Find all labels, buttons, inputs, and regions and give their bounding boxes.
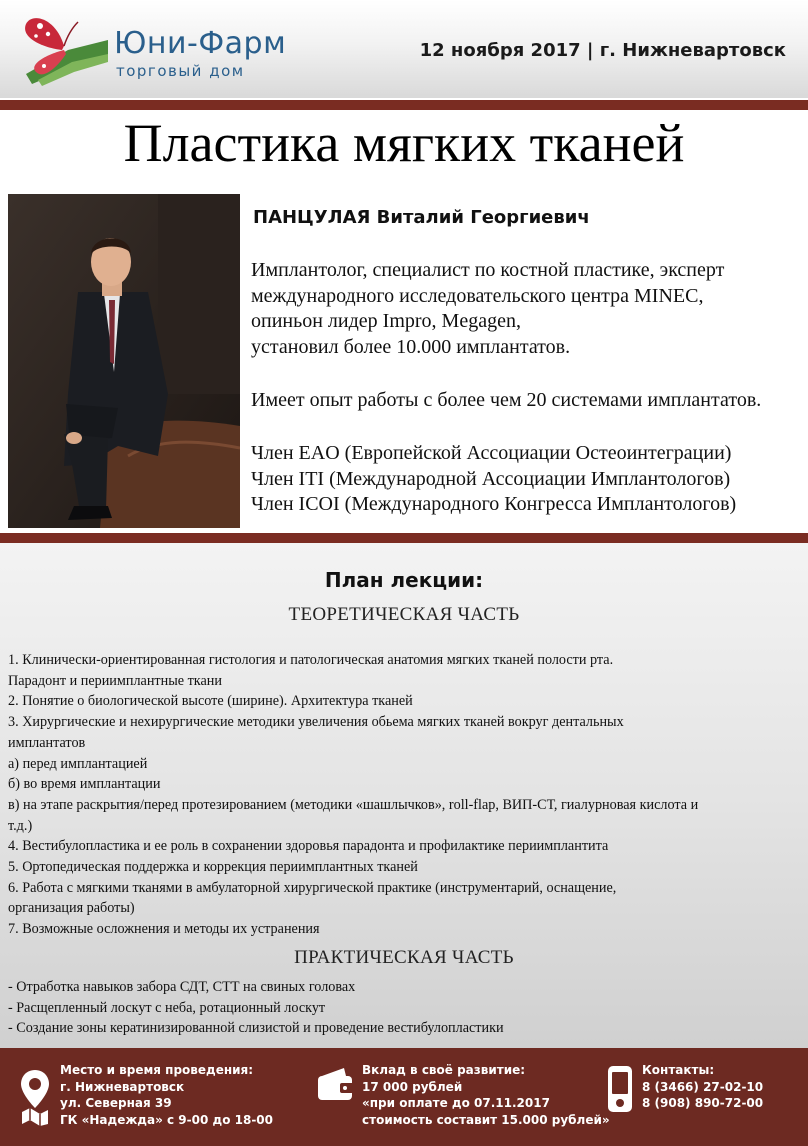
speaker-bio	[251, 258, 724, 360]
speaker-photo	[8, 194, 240, 528]
phone-number: 8 (908) 890-72-00	[642, 1096, 764, 1110]
speaker-memberships	[251, 441, 736, 518]
list-item: Парадонт и периимплантные ткани	[8, 672, 222, 689]
company-subtitle: торговый дом	[116, 62, 245, 80]
speaker-portrait-icon	[8, 194, 240, 528]
mobile-phone-icon	[606, 1064, 634, 1114]
divider-band-middle	[0, 533, 808, 543]
page-title: Пластика мягких тканей	[123, 113, 685, 173]
price-label: Вклад в своё развитие:	[362, 1063, 526, 1077]
lecture-plan	[0, 543, 808, 1048]
membership-line: Член ITI (Международной Ассоциации Имплантологов)	[251, 467, 731, 490]
divider-band-top	[0, 100, 808, 110]
experience-line: Имеет опыт работы с более чем 20 системами имплантатов.	[251, 389, 762, 411]
list-item: 2. Понятие о биологической высоте (ширине). Архитектура тканей	[8, 693, 413, 710]
membership-line: Член EAO (Европейской Ассоциации Остеоинтеграции)	[251, 442, 732, 464]
list-item: - Создание зоны кератинизированной слизистой и проведение вестибулопластики	[8, 1020, 504, 1037]
price-discount-line: «при оплате до 07.11.2017	[362, 1096, 550, 1110]
practice-list	[8, 977, 804, 1039]
price-info	[362, 1062, 610, 1128]
event-date-city: 12 ноября 2017 | г. Нижневартовск	[419, 40, 786, 61]
list-item: - Отработка навыков забора СДТ, СТТ на свиных головах	[8, 979, 356, 995]
list-item: 4. Вестибулопластика и ее роль в сохранении здоровья парадонта и профилактике периимплантита	[8, 838, 609, 855]
theory-section-title: ТЕОРЕТИЧЕСКАЯ ЧАСТЬ	[288, 604, 520, 625]
price-discount-line: стоимость составит 15.000 рублей»	[362, 1112, 610, 1127]
butterfly-logo-icon	[18, 10, 110, 90]
company-name: Юни-Фарм	[114, 26, 287, 61]
venue-street: ул. Северная 39	[60, 1096, 172, 1110]
phone-number: 8 (3466) 27-02-10	[642, 1079, 764, 1094]
bio-line: опиньон лидер Impro, Megagen,	[251, 310, 521, 332]
contacts-info	[642, 1062, 763, 1112]
speaker-name: ПАНЦУЛАЯ Виталий Георгиевич	[253, 207, 590, 228]
theory-list	[8, 650, 804, 940]
footer	[0, 1048, 808, 1146]
map-pin-icon	[18, 1068, 52, 1126]
list-item: б) во время имплантации	[8, 776, 161, 793]
plan-title: План лекции:	[324, 568, 484, 592]
practice-section-title: ПРАКТИЧЕСКАЯ ЧАСТЬ	[294, 947, 514, 968]
bio-line: международного исследовательского центра MINEC,	[251, 284, 704, 307]
list-item: 3. Хирургические и нехирургические методики увеличения обьема мягких тканей вокруг дентальных	[8, 714, 624, 731]
venue-info	[60, 1062, 273, 1128]
list-item: в) на этапе раскрытия/перед протезированием (методики «шашлычков», roll-flap, ВИП-СТ, гиалурновая кислота и	[8, 796, 699, 813]
list-item: а) перед имплантацией	[8, 755, 148, 772]
speaker-experience	[251, 388, 761, 414]
list-item: 7. Возможные осложнения и методы их устранения	[8, 921, 320, 938]
list-item: организация работы)	[8, 900, 135, 917]
contacts-label: Контакты:	[642, 1063, 715, 1077]
bio-line: Имплантолог, специалист по костной пластике, эксперт	[251, 259, 725, 281]
venue-time: ГК «Надежда» с 9-00 до 18-00	[60, 1112, 274, 1127]
list-item: имплантатов	[8, 734, 86, 751]
list-item: 5. Ортопедическая поддержка и коррекция периимплантных тканей	[8, 859, 418, 876]
bio-line: установил более 10.000 имплантатов.	[251, 335, 571, 358]
list-item: 1. Клинически-ориентированная гистология и патологическая анатомия мягких тканей полости рта.	[8, 652, 614, 668]
venue-city: г. Нижневартовск	[60, 1079, 185, 1094]
price-value: 17 000 рублей	[362, 1079, 463, 1094]
header	[0, 0, 808, 98]
list-item: - Расщепленный лоскут с неба, ротационный лоскут	[8, 999, 326, 1016]
wallet-icon	[316, 1066, 356, 1102]
membership-line: Член ICOI (Международного Конгресса Имплантологов)	[251, 493, 737, 515]
venue-label: Место и время проведения:	[60, 1063, 254, 1077]
list-item: т.д.)	[8, 817, 33, 834]
list-item: 6. Работа с мягкими тканями в амбулаторной хирургической практике (инструментарий, оснащение,	[8, 879, 617, 896]
